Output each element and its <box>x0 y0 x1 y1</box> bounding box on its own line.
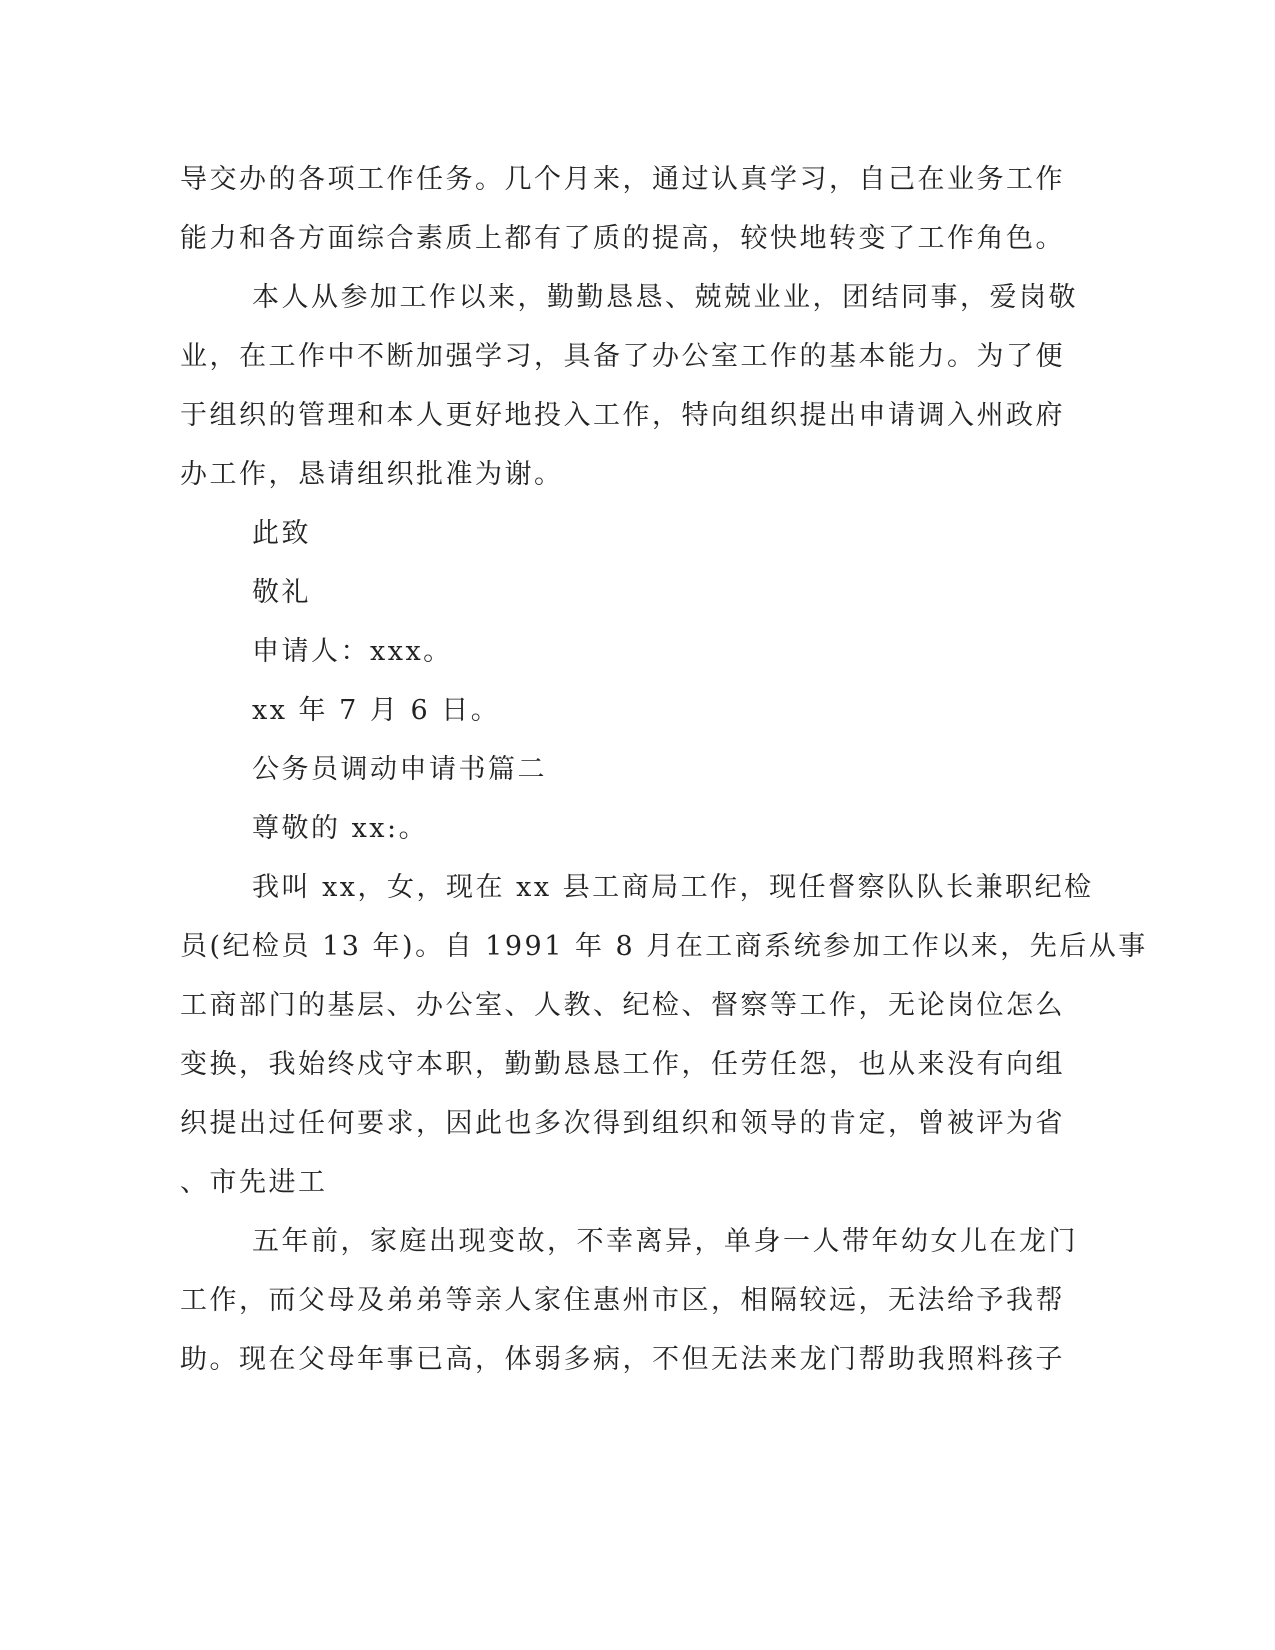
text-line: 员(纪检员 13 年)。自 1991 年 8 月在工商系统参加工作以来，先后从事 <box>180 931 1148 962</box>
paragraph-first-line: 我叫 xx，女，现在 xx 县工商局工作，现任督察队队长兼职纪检 <box>252 872 1094 903</box>
text-line: 织提出过任何要求，因此也多次得到组织和领导的肯定，曾被评为省 <box>180 1108 1065 1139</box>
paragraph-first-line: 本人从参加工作以来，勤勤恳恳、兢兢业业，团结同事，爱岗敬 <box>252 282 1078 313</box>
letter-date: xx 年 7 月 6 日。 <box>252 695 501 726</box>
text-line: 能力和各方面综合素质上都有了质的提高，较快地转变了工作角色。 <box>180 223 1065 254</box>
greeting: 尊敬的 xx:。 <box>252 813 429 844</box>
closing-regards: 敬礼 <box>252 577 311 608</box>
text-line: 工作，而父母及弟弟等亲人家住惠州市区，相隔较远，无法给予我帮 <box>180 1285 1065 1316</box>
text-line: 工商部门的基层、办公室、人教、纪检、督察等工作，无论岗位怎么 <box>180 990 1065 1021</box>
text-line: 业，在工作中不断加强学习，具备了办公室工作的基本能力。为了便 <box>180 341 1065 372</box>
applicant-signature: 申请人：xxx。 <box>252 636 453 667</box>
text-line: 导交办的各项工作任务。几个月来，通过认真学习，自己在业务工作 <box>180 164 1065 195</box>
paragraph-first-line: 五年前，家庭出现变故，不幸离异，单身一人带年幼女儿在龙门 <box>252 1226 1078 1257</box>
text-line: 、市先进工 <box>180 1167 328 1198</box>
text-line: 变换，我始终戍守本职，勤勤恳恳工作，任劳任怨，也从来没有向组 <box>180 1049 1065 1080</box>
text-line: 助。现在父母年事已高，体弱多病，不但无法来龙门帮助我照料孩子 <box>180 1344 1065 1375</box>
text-line: 于组织的管理和本人更好地投入工作，特向组织提出申请调入州政府 <box>180 400 1065 431</box>
closing-salutation: 此致 <box>252 518 311 549</box>
text-line: 办工作，恳请组织批准为谢。 <box>180 459 564 490</box>
section-heading: 公务员调动申请书篇二 <box>252 754 547 785</box>
